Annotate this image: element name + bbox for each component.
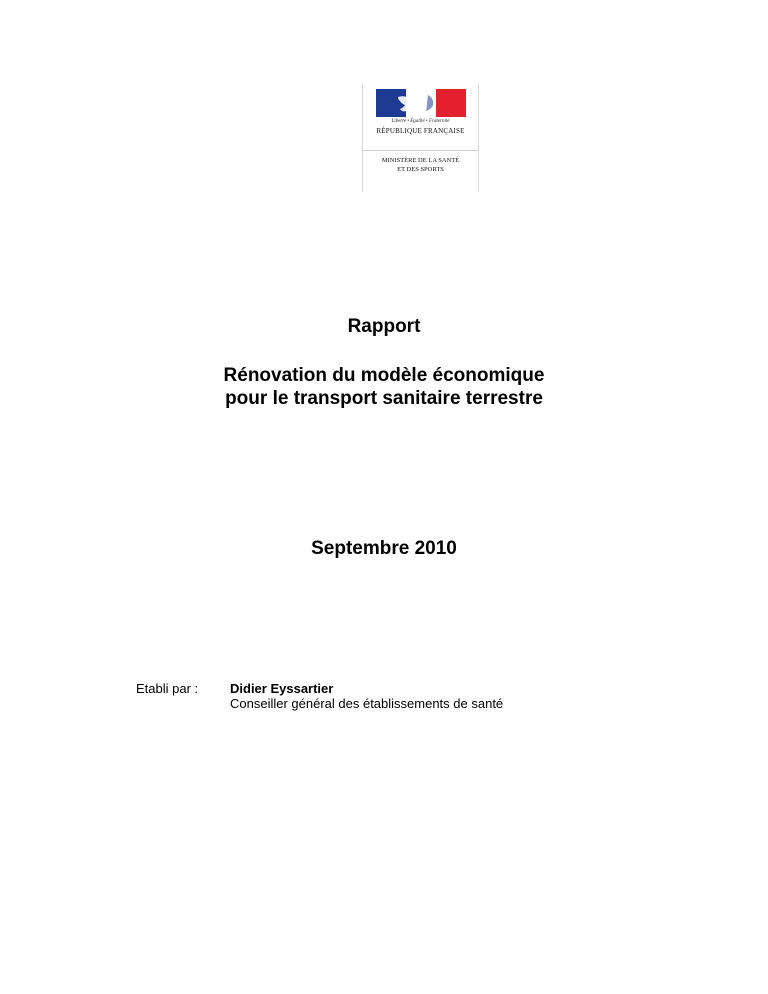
document-type: Rapport (347, 316, 421, 337)
ministry-line-2: ET DES SPORTS (397, 166, 444, 173)
republic-motto: Liberté • Égalité • Fraternité (391, 119, 450, 124)
author-label: Etabli par : (136, 681, 199, 696)
document-date: Septembre 2010 (311, 538, 457, 559)
ministry-name (363, 156, 478, 174)
ministry-line-1: MINISTÈRE DE LA SANTÉ (381, 157, 460, 164)
ministry-logo (362, 84, 479, 192)
document-title (0, 364, 768, 410)
republic-name: RÉPUBLIQUE FRANÇAISE (376, 127, 465, 135)
document-title-line-2: pour le transport sanitaire terrestre (225, 388, 543, 409)
author-name: Didier Eyssartier (230, 681, 334, 696)
logo-divider (363, 150, 478, 151)
marianne-flag-logo (376, 89, 466, 117)
document-title-line-1: Rénovation du modèle économique (223, 365, 545, 386)
author-role: Conseiller général des établissements de santé (230, 696, 504, 711)
